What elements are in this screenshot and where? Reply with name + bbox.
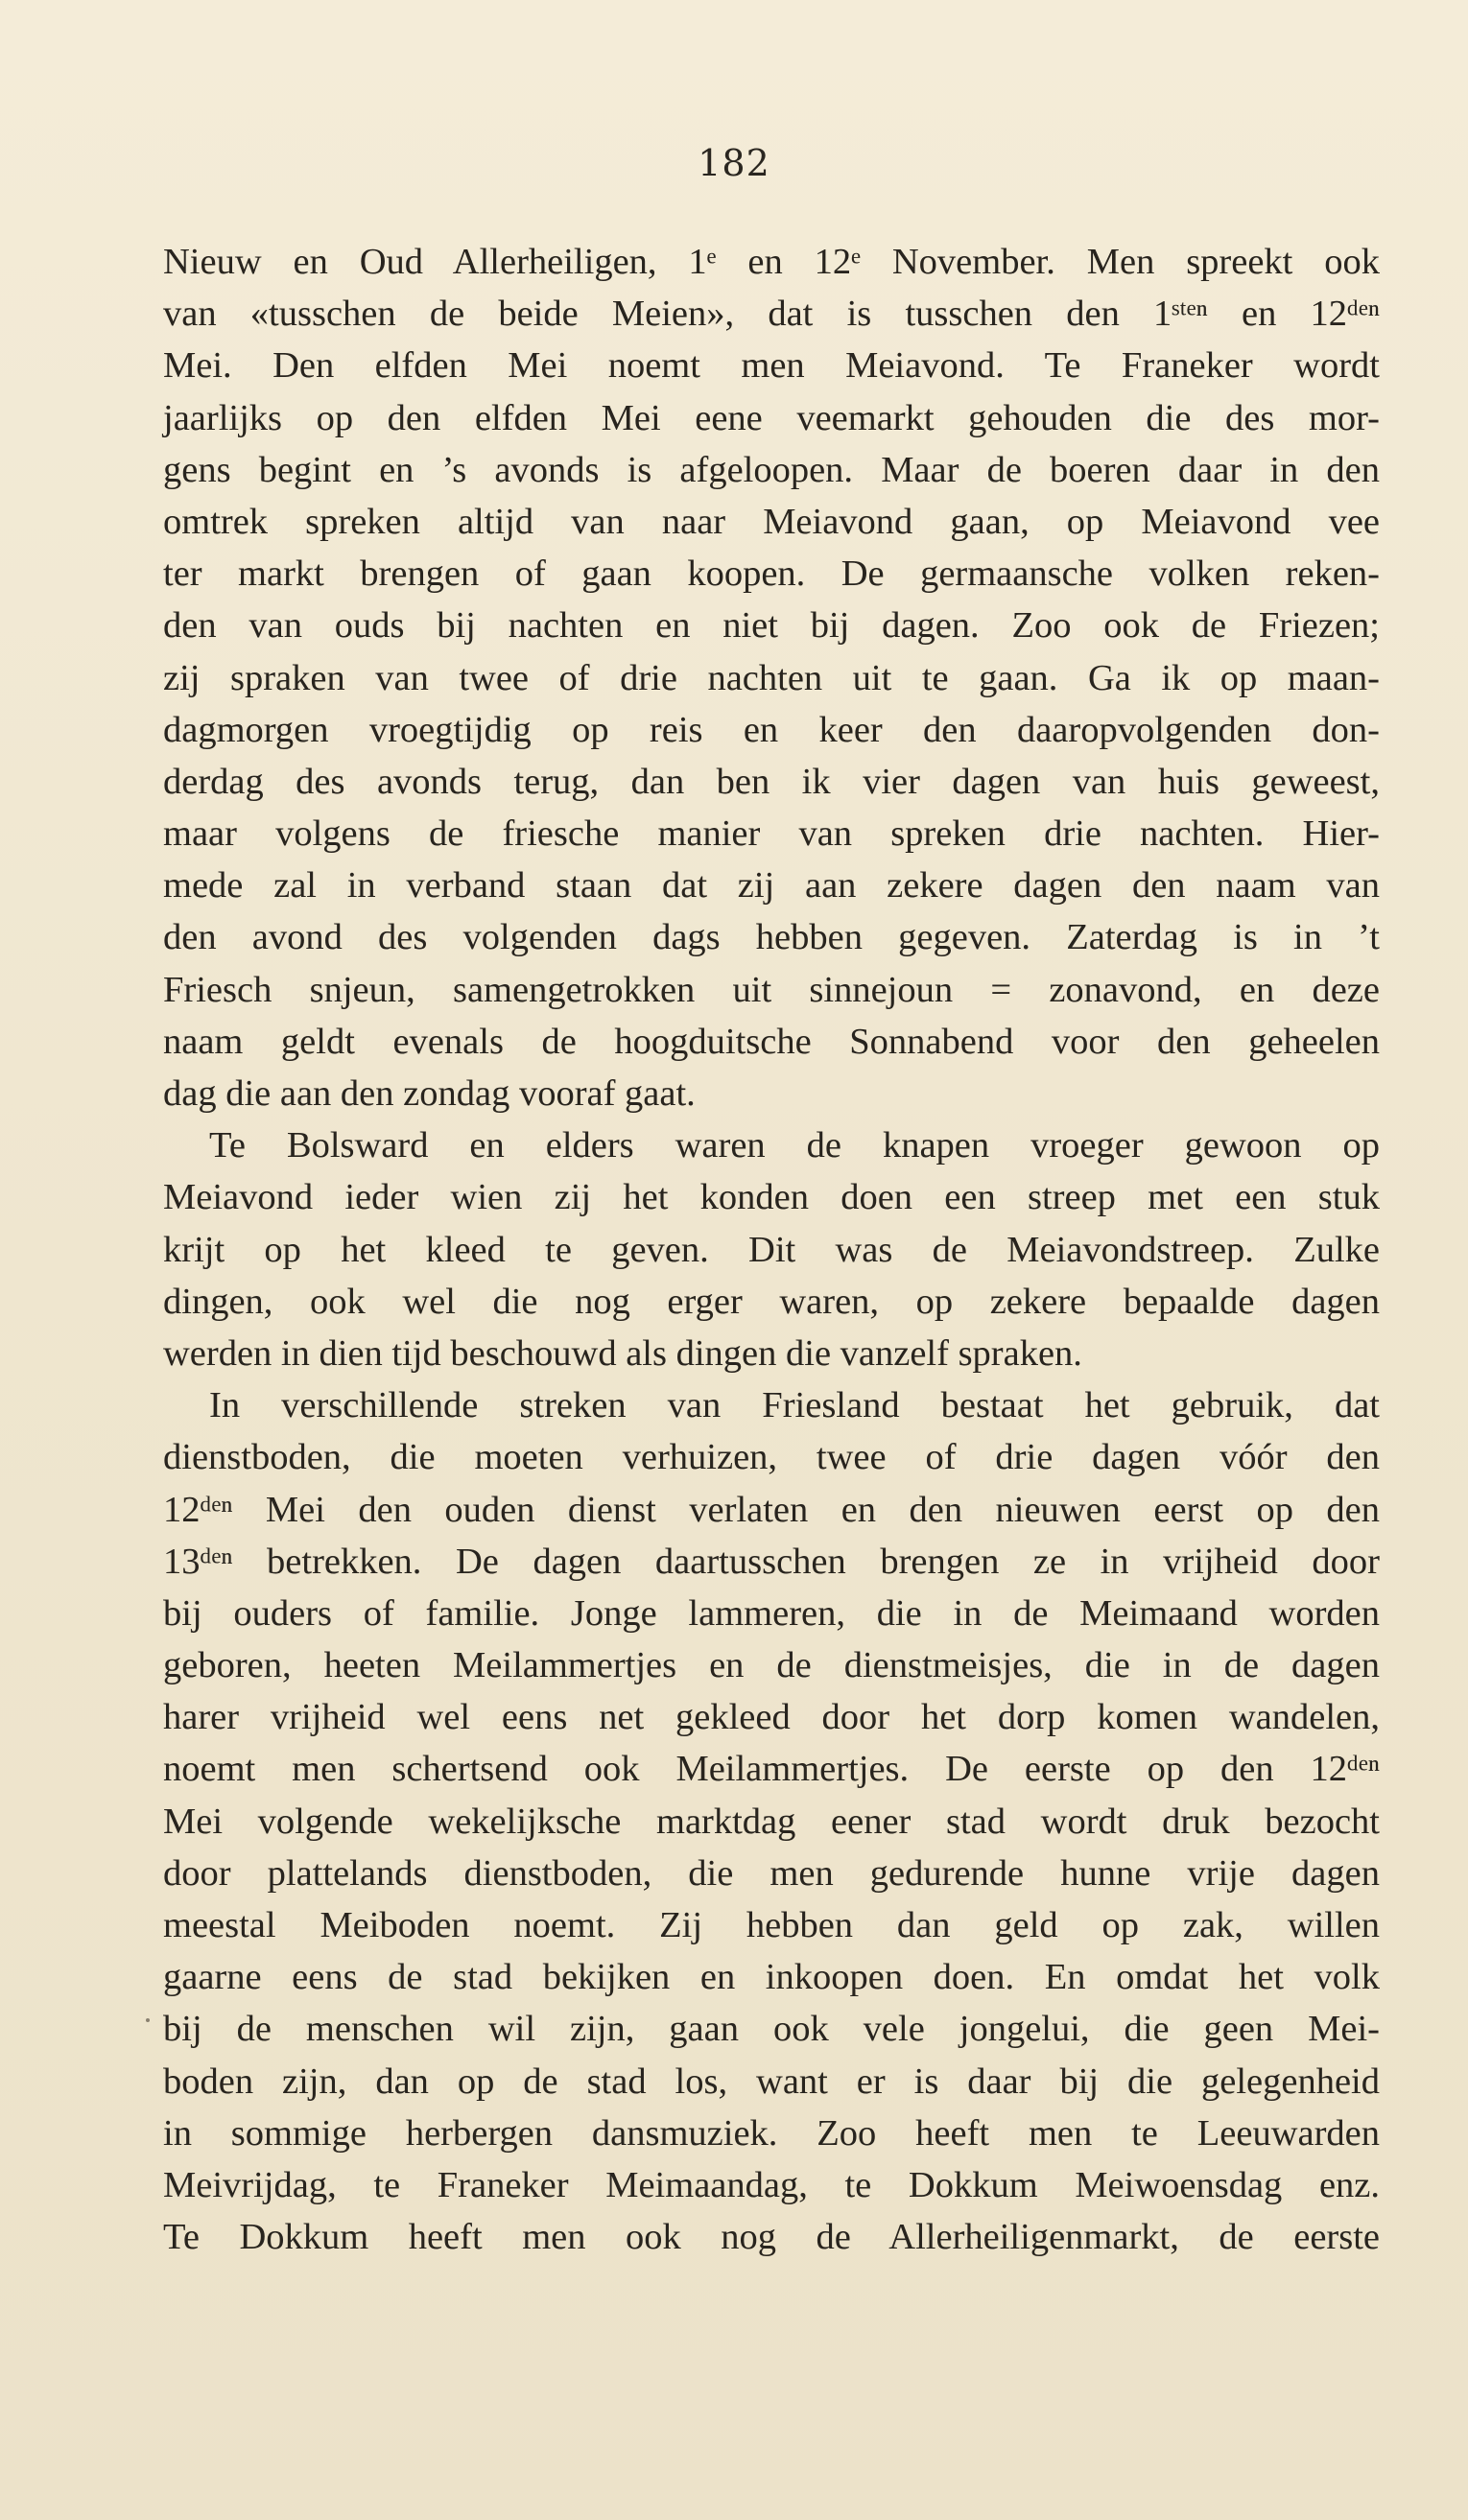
text-line: Meivrijdag, te Franeker Meimaandag, te Dokkum Meiwoensdag enz.	[163, 2164, 1380, 2205]
text-line: door plattelands dienstboden, die men gedurende hunne vrije dagen	[163, 1852, 1380, 1894]
text-line: dag die aan den zondag vooraf gaat.	[163, 1073, 696, 1114]
text-line: harer vrijheid wel eens net gekleed door het dorp komen wandelen,	[163, 1697, 1380, 1738]
body-text	[163, 236, 1380, 2263]
text-line: Nieuw en Oud Allerheiligen, 1ᵉ en 12ᵉ November. Men spreekt ook	[163, 242, 1380, 282]
text-line: 13ᵈᵉⁿ betrekken. De dagen daartusschen brengen ze in vrijheid door	[163, 1541, 1380, 1582]
text-line: 12ᵈᵉⁿ Mei den ouden dienst verlaten en den nieuwen eerst op den	[163, 1489, 1380, 1530]
text-line: den avond des volgenden dags hebben gegeven. Zaterdag is in ’t	[163, 917, 1380, 958]
text-line: werden in dien tijd beschouwd als dingen die vanzelf spraken.	[163, 1332, 1082, 1374]
text-line: jaarlijks op den elfden Mei eene veemarkt gehouden die des mor-	[163, 397, 1380, 438]
text-line: In verschillende streken van Friesland bestaat het gebruik, dat	[209, 1385, 1380, 1426]
text-line: mede zal in verband staan dat zij aan zekere dagen den naam van	[163, 865, 1380, 907]
text-line: boden zijn, dan op de stad los, want er is daar bij die gelegenheid	[163, 2061, 1380, 2102]
text-line: geboren, heeten Meilammertjes en de dienstmeisjes, die in de dagen	[163, 1645, 1380, 1686]
text-line: bij de menschen wil zijn, gaan ook vele jongelui, die geen Mei-	[163, 2009, 1380, 2050]
text-line: dingen, ook wel die nog erger waren, op zekere bepaalde dagen	[163, 1281, 1380, 1322]
text-line: naam geldt evenals de hoogduitsche Sonnabend voor den geheelen	[163, 1021, 1380, 1062]
text-line: derdag des avonds terug, dan ben ik vier dagen van huis geweest,	[163, 761, 1380, 802]
text-line: maar volgens de friesche manier van spreken drie nachten. Hier-	[163, 813, 1380, 855]
text-line: bij ouders of familie. Jonge lammeren, die in de Meimaand worden	[163, 1592, 1380, 1634]
text-line: omtrek spreken altijd van naar Meiavond gaan, op Meiavond vee	[163, 501, 1380, 542]
text-line: Mei. Den elfden Mei noemt men Meiavond. Te Franeker wordt	[163, 345, 1380, 387]
text-line: gaarne eens de stad bekijken en inkoopen doen. En omdat het volk	[163, 1957, 1380, 1998]
text-line: Friesch snjeun, samengetrokken uit sinnejoun = zonavond, en deze	[163, 969, 1380, 1010]
text-line: noemt men schertsend ook Meilammertjes. De eerste op den 12ᵈᵉⁿ	[163, 1749, 1380, 1790]
text-line: ter markt brengen of gaan koopen. De germaansche volken reken-	[163, 553, 1380, 595]
text-line: den van ouds bij nachten en niet bij dagen. Zoo ook de Friezen;	[163, 605, 1380, 647]
text-line: van «tusschen de beide Meien», dat is tusschen den 1ˢᵗᵉⁿ en 12ᵈᵉⁿ	[163, 294, 1380, 335]
text-line: Te Dokkum heeft men ook nog de Allerheiligenmarkt, de eerste	[163, 2217, 1380, 2258]
text-line: in sommige herbergen dansmuziek. Zoo heeft men te Leeuwarden	[163, 2112, 1380, 2154]
text-line: zij spraken van twee of drie nachten uit te gaan. Ga ik op maan-	[163, 657, 1380, 698]
text-line: Meiavond ieder wien zij het konden doen een streep met een stuk	[163, 1177, 1380, 1218]
text-line: Mei volgende wekelijksche marktdag eener stad wordt druk bezocht	[163, 1801, 1380, 1842]
page-number: 182	[698, 142, 770, 184]
text-line: krijt op het kleed te geven. Dit was de Meiavondstreep. Zulke	[163, 1229, 1380, 1270]
text-line: dagmorgen vroegtijdig op reis en keer den daaropvolgenden don-	[163, 709, 1380, 750]
text-line: dienstboden, die moeten verhuizen, twee of drie dagen vóór den	[163, 1437, 1380, 1478]
text-line: Te Bolsward en elders waren de knapen vroeger gewoon op	[209, 1125, 1380, 1166]
margin-speck	[146, 2018, 150, 2022]
text-line: gens begint en ’s avonds is afgeloopen. Maar de boeren daar in den	[163, 449, 1380, 490]
text-line: meestal Meiboden noemt. Zij hebben dan geld op zak, willen	[163, 1905, 1380, 1945]
